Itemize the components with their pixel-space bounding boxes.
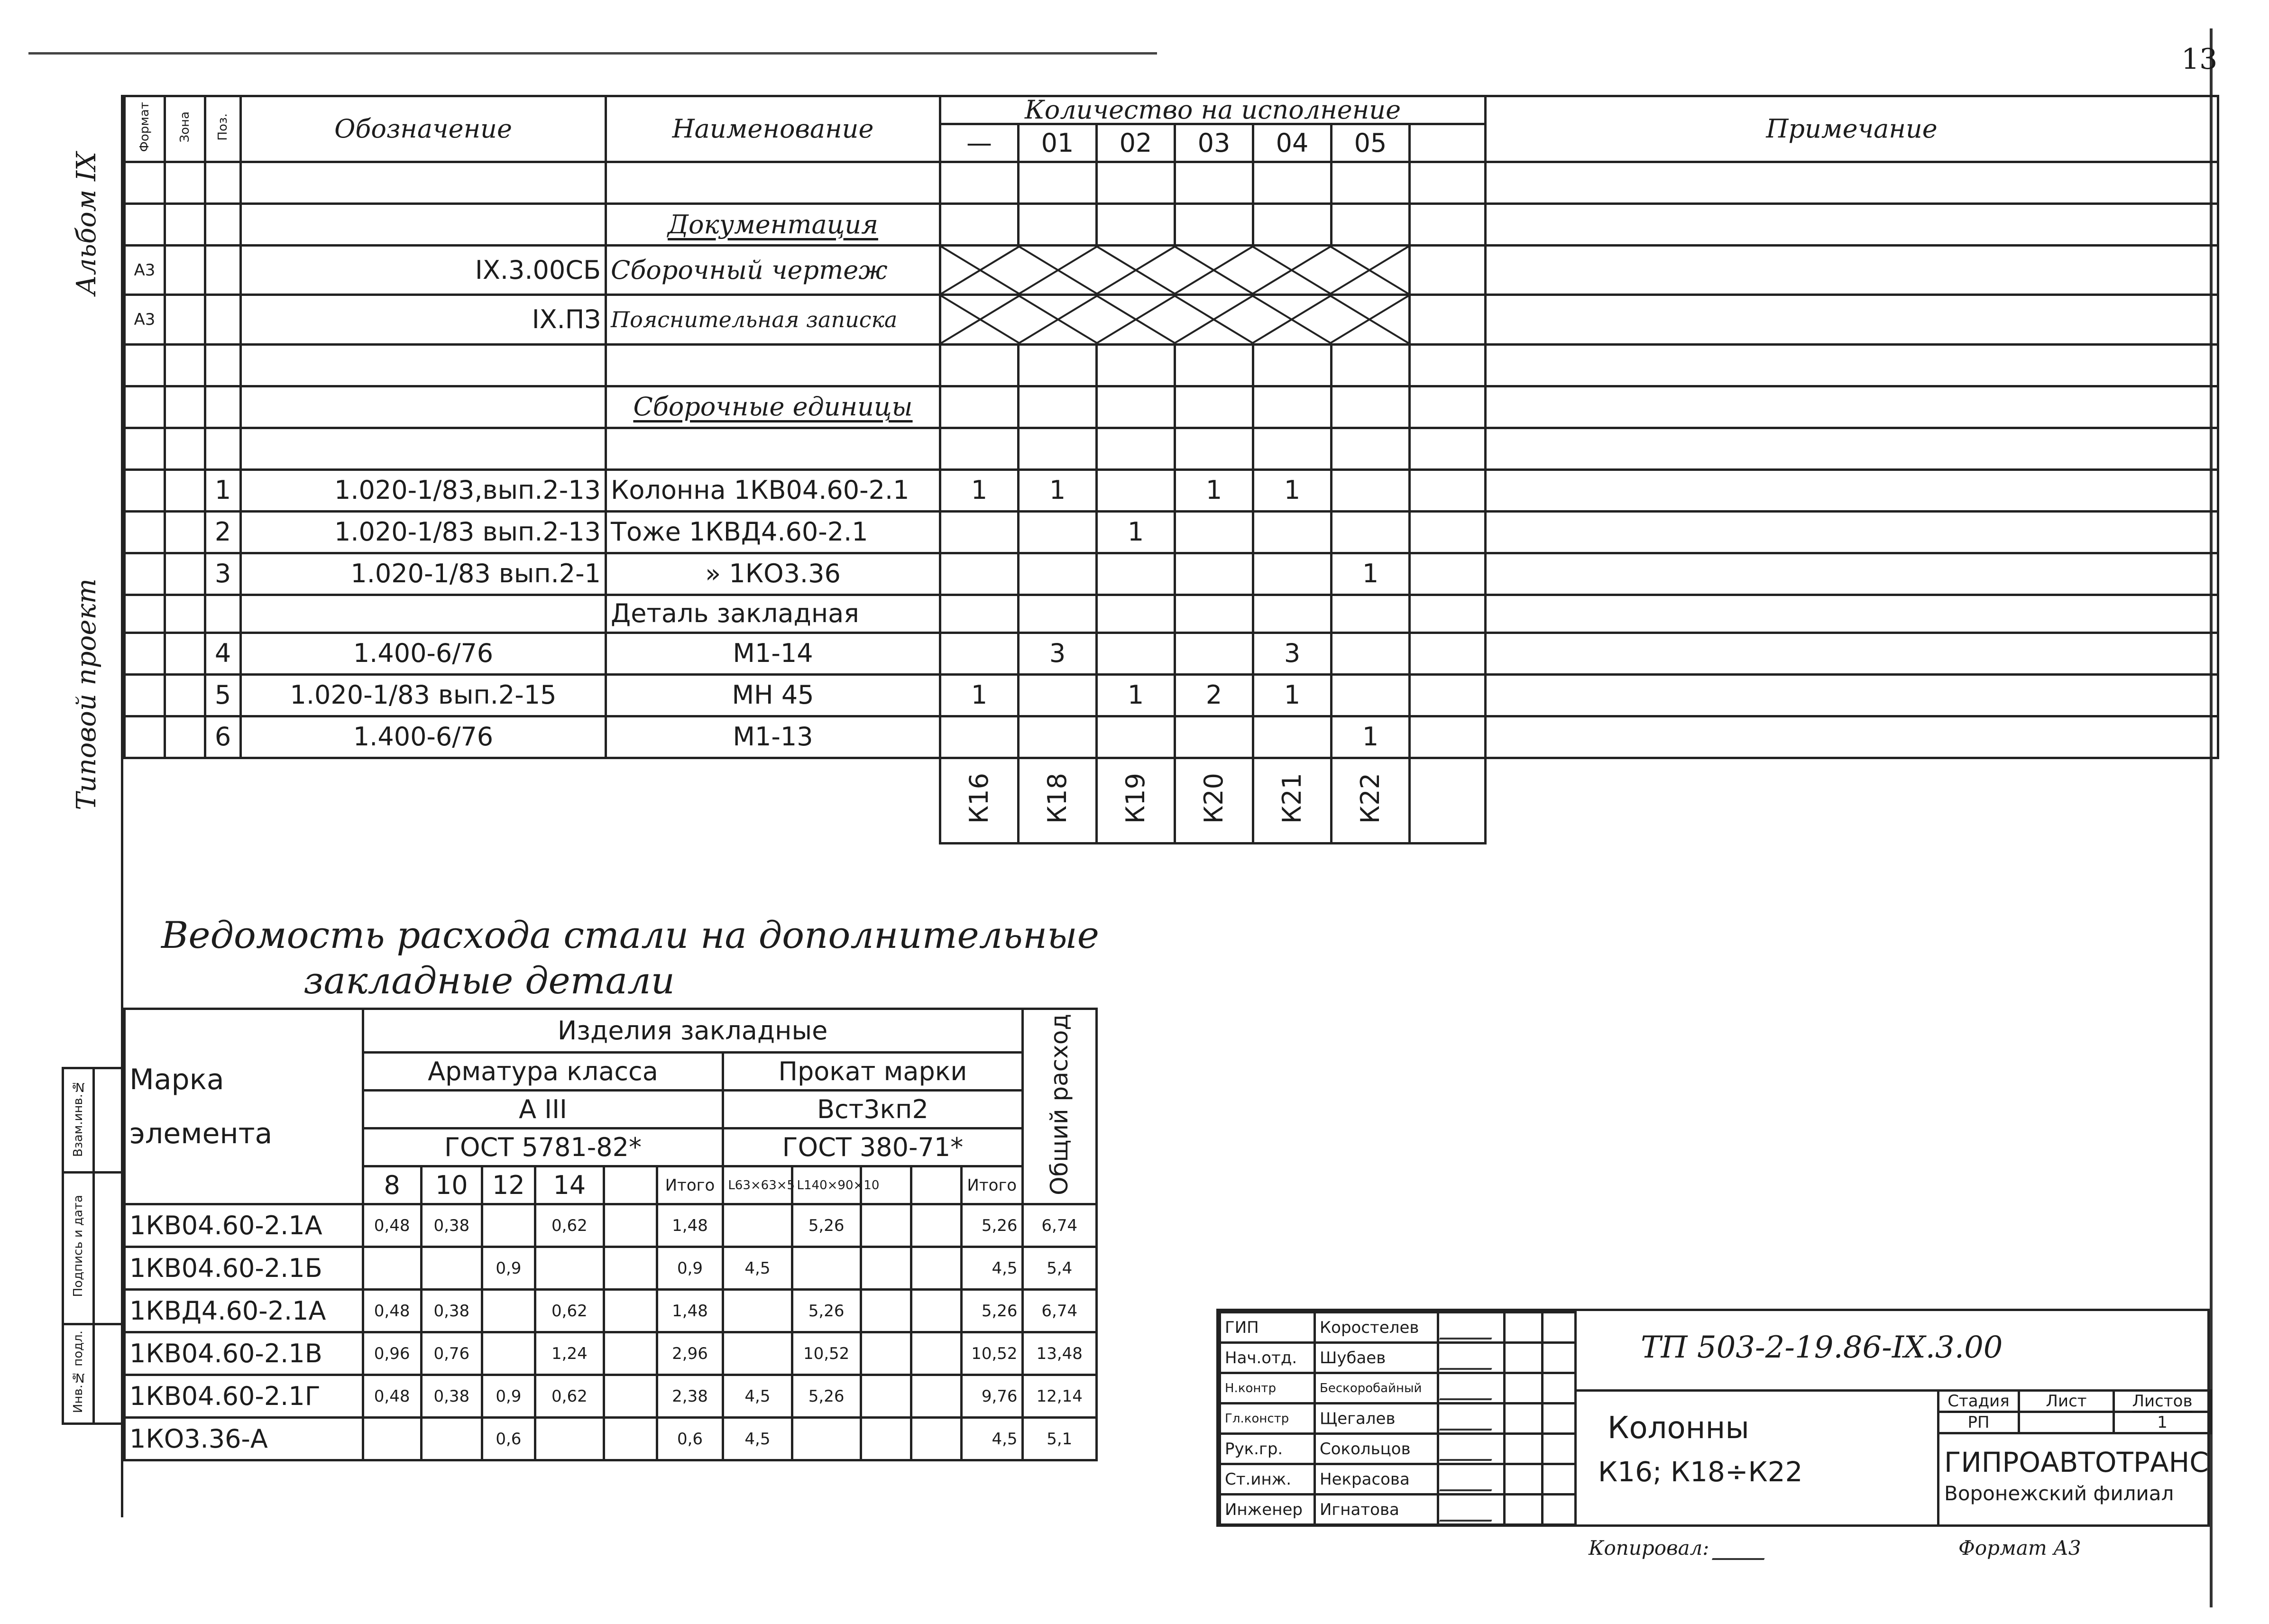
table-row: 2 1.020-1/83 вып.2-13 Тоже 1КВД4.60-2.1 1 [125, 511, 2218, 553]
col-format-header: Формат [125, 96, 165, 162]
drawing-subtitle: К16; К18÷К22 [1598, 1456, 1803, 1488]
col-name-header: Наименование [606, 96, 940, 162]
signature [1439, 1410, 1499, 1431]
column-mark: К19 [1097, 758, 1175, 843]
column-mark: К20 [1175, 758, 1253, 843]
top-border-line [28, 52, 1157, 55]
col-quantity-header: Количество на исполнение [940, 96, 1486, 124]
column-mark [1410, 758, 1486, 843]
table-row: А3 IX.ПЗ Пояснительная записка [125, 295, 2218, 344]
col-designation-header: Обозначение [241, 96, 606, 162]
table-row: 5 1.020-1/83 вып.2-15 МН 45 1 1 2 1 [125, 674, 2218, 716]
role-row: Рук.гр. Сокольцов [1220, 1434, 1576, 1464]
variant-header: 05 [1332, 124, 1410, 162]
role-row: Н.контр Бескоробайный [1220, 1373, 1576, 1404]
stage-grid [1937, 1389, 2212, 1434]
column-mark: К21 [1253, 758, 1332, 843]
side-stamp: Взам.инв.№ Подпись и дата Инв.№ подл. [62, 1067, 126, 1425]
variant-header: 04 [1253, 124, 1332, 162]
table-row: 1КО3.36-А 0,6 0,6 4,5 4,5 5,1 [125, 1418, 1097, 1460]
variant-header: 01 [1019, 124, 1097, 162]
rolled-grade: Вст3кп2 [723, 1091, 1022, 1129]
crossed-cells [940, 295, 1410, 344]
section-row [125, 386, 2218, 428]
column-mark: К18 [1019, 758, 1097, 843]
sub-header-row: 8 10 12 14 Итого L63×63×5 L140×90×10 Итого [125, 1166, 1097, 1204]
col-pos-header: Поз. [205, 96, 241, 162]
signature [1439, 1379, 1499, 1400]
sheet-value [2019, 1412, 2114, 1433]
signature [1439, 1470, 1499, 1491]
signature [1439, 1501, 1499, 1522]
sheets-label: Листов [2114, 1391, 2211, 1412]
col-total-header: Общий расход [1022, 1009, 1096, 1204]
rolled-gost: ГОСТ 380-71* [723, 1129, 1022, 1166]
sheets-value: 1 [2114, 1412, 2211, 1433]
role-row: Нач.отд. Шубаев [1220, 1343, 1576, 1373]
column-marks-row [125, 758, 2218, 843]
title-block [1216, 1309, 2210, 1527]
col-element-header: Марка элемента [125, 1009, 363, 1204]
specification-table [123, 95, 2219, 844]
table-row: 4 1.400-6/76 М1-14 3 3 [125, 633, 2218, 674]
project-label: Типовой проект [71, 578, 102, 810]
column-mark: К16 [940, 758, 1019, 843]
copied-label: Копировал: [1589, 1536, 1768, 1560]
role-row: Инженер Игнатова [1220, 1495, 1576, 1525]
table-row: 6 1.400-6/76 М1-13 1 [125, 716, 2218, 758]
variant-header [1410, 124, 1486, 162]
doc-code: ТП 503-2-19.86-IX.3.00 [1641, 1330, 2003, 1365]
album-label: Альбом IX [71, 152, 102, 295]
table-row: 1КВ04.60-2.1В 0,96 0,76 1,24 2,96 10,52 10,52 13,48 [125, 1332, 1097, 1375]
sheet-label: Лист [2019, 1391, 2114, 1412]
branch-name: Воронежский филиал [1944, 1482, 2174, 1505]
role-row: Гл.констр Щегалев [1220, 1404, 1576, 1434]
stage-value: РП [1938, 1412, 2019, 1433]
stage-label: Стадия [1938, 1391, 2019, 1412]
col-note-header: Примечание [1486, 96, 2218, 162]
signature [1712, 1539, 1772, 1560]
organization-name: ГИПРОАВТОТРАНС [1944, 1446, 2209, 1478]
role-row: ГИП Коростелев [1220, 1312, 1576, 1343]
table-row: Деталь закладная [125, 595, 2218, 633]
variant-header: — [940, 124, 1019, 162]
section-row [125, 204, 2218, 246]
drawing-title: Колонны [1608, 1411, 1749, 1446]
format-label: Формат А3 [1958, 1536, 2081, 1560]
crossed-cells [940, 246, 1410, 295]
table-row: 1 1.020-1/83,вып.2-13 Колонна 1КВ04.60-2.1 1 1 1 1 [125, 469, 2218, 511]
page-number: 13 [2181, 43, 2218, 76]
steel-consumption-table [123, 1008, 1098, 1461]
col-rebar-class-header: Арматура класса [363, 1053, 723, 1091]
rebar-class: А III [363, 1091, 723, 1129]
col-rolled-header: Прокат марки [723, 1053, 1022, 1091]
variant-header: 03 [1175, 124, 1253, 162]
col-zone-header: Зона [165, 96, 205, 162]
signature [1439, 1349, 1499, 1370]
steel-table-title: Ведомость расхода стали на дополнительные закладные детали [161, 914, 1099, 1002]
variant-header: 02 [1097, 124, 1175, 162]
rebar-gost: ГОСТ 5781-82* [363, 1129, 723, 1166]
table-row: 1КВ04.60-2.1Б 0,9 0,9 4,5 4,5 5,4 [125, 1247, 1097, 1290]
col-products-header: Изделия закладные [363, 1009, 1022, 1053]
table-row: 1КВД4.60-2.1А 0,48 0,38 0,62 1,48 5,26 5,26 6,74 [125, 1290, 1097, 1332]
signature [1439, 1319, 1499, 1340]
section-assembly-units: Сборочные единицы [633, 392, 913, 422]
table-row: 3 1.020-1/83 вып.2-1 » 1КО3.36 1 [125, 553, 2218, 595]
column-mark: К22 [1332, 758, 1410, 843]
table-row: 1КВ04.60-2.1А 0,48 0,38 0,62 1,48 5,26 5,26 6,74 [125, 1204, 1097, 1247]
signature [1439, 1440, 1499, 1461]
table-row: А3 IX.3.00СБ Сборочный чертеж [125, 246, 2218, 295]
section-documentation: Документация [668, 209, 878, 239]
title-block-roles [1219, 1311, 1577, 1526]
role-row: Ст.инж. Некрасова [1220, 1464, 1576, 1495]
table-row: 1КВ04.60-2.1Г 0,48 0,38 0,9 0,62 2,38 4,5 5,26 9,76 12,14 [125, 1375, 1097, 1418]
